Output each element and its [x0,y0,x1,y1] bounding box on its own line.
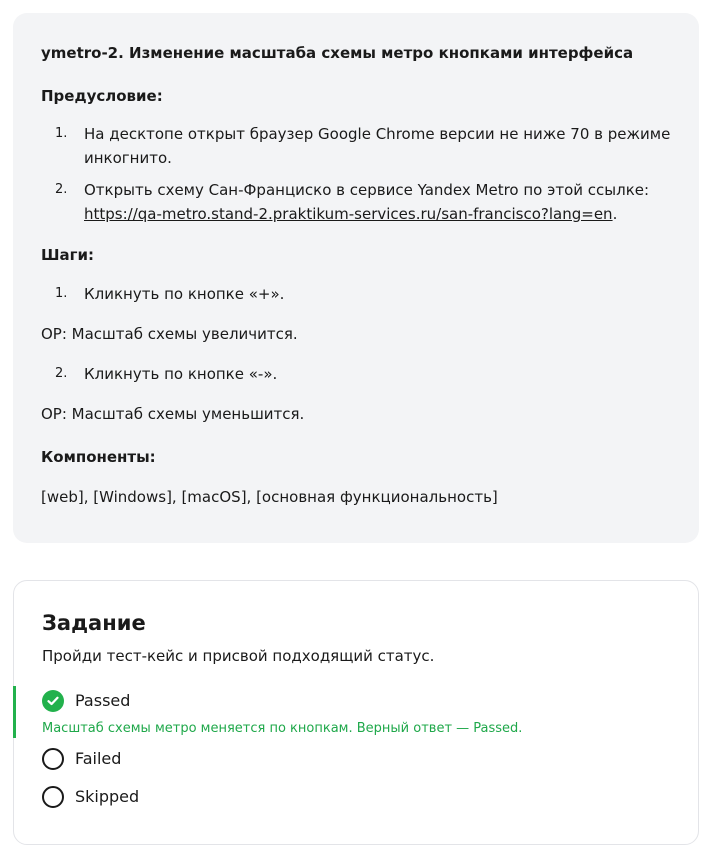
precondition-number: 1. [55,126,68,141]
option-passed[interactable] [42,690,130,712]
precondition-item [41,122,671,170]
step-item [41,282,671,306]
components-list: [web], [Windows], [macOS], [основная функциональность] [41,488,498,506]
link-trailing-period: . [612,205,618,223]
components-label: Компоненты: [41,448,156,466]
step-text: Кликнуть по кнопке «+». [84,285,285,303]
steps-label: Шаги: [41,246,94,264]
answer-accent-bar [13,686,16,738]
task-title: Задание [42,611,146,635]
option-label: Failed [75,749,122,768]
expected-result: ОР: Масштаб схемы уменьшится. [41,405,305,423]
precondition-label: Предусловие: [41,87,163,105]
step-item [41,362,671,386]
test-case-title: ymetro-2. Изменение масштаба схемы метро кнопками интерфейса [41,44,634,62]
precondition-number: 2. [55,182,68,197]
metro-link[interactable]: https://qa-metro.stand-2.praktikum-services.ru/san-francisco?lang=en [84,205,613,223]
radio-circle-icon[interactable] [42,748,64,770]
radio-circle-icon[interactable] [42,786,64,808]
task-description: Пройди тест-кейс и присвой подходящий статус. [42,647,435,665]
option-label: Skipped [75,787,140,806]
precondition-text: Открыть схему Сан-Франциско в сервисе Yandex Metro по этой ссылке: [84,181,650,199]
option-failed[interactable] [42,748,121,770]
option-skipped[interactable] [42,786,139,808]
expected-result: ОР: Масштаб схемы увеличится. [41,325,298,343]
answer-feedback: Масштаб схемы метро меняется по кнопкам. Верный ответ — Passed. [42,721,523,736]
precondition-text: На десктопе открыт браузер Google Chrome версии не ниже 70 в режиме инкогнито. [84,125,671,167]
precondition-item [41,178,671,226]
step-text: Кликнуть по кнопке «-». [84,365,278,383]
test-case-card [13,13,699,543]
option-label: Passed [75,691,131,710]
step-number: 1. [55,286,68,301]
check-circle-icon[interactable] [42,690,64,712]
task-card [13,580,699,845]
step-number: 2. [55,366,68,381]
